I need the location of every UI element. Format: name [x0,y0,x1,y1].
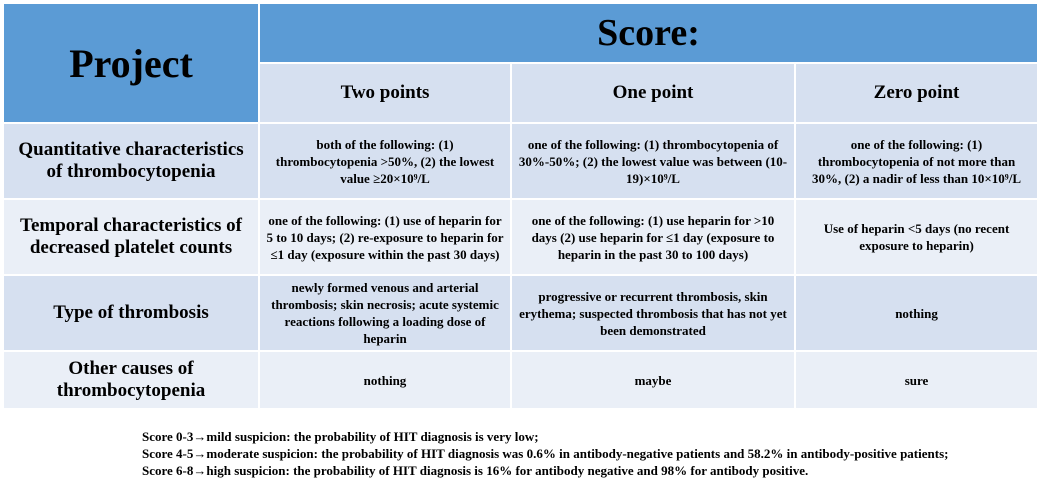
table-row [3,275,1038,351]
one-point-cell: maybe [511,351,795,409]
score-header: Score: [259,3,1038,63]
zero-point-cell: sure [795,351,1038,409]
table-row [3,199,1038,275]
zero-point-cell: one of the following: (1) thrombocytopenia of not more than 30%, (2) a nadir of less than 10×10⁹/L [795,123,1038,199]
two-points-cell: both of the following: (1) thrombocytopenia >50%, (2) the lowest value ≥20×10⁹/L [259,123,511,199]
two-points-cell: one of the following: (1) use of heparin for 5 to 10 days; (2) re-exposure to heparin for ≤1 day (exposure within the past 30 days) [259,199,511,275]
row-label: Temporal characteristics of decreased platelet counts [3,199,259,275]
row-label: Other causes of thrombocytopenia [3,351,259,409]
hit-score-table [2,2,1039,410]
note-high: Score 6-8→high suspicion: the probability of HIT diagnosis is 16% for antibody negative and 98% for antibody positive. [142,463,809,478]
note-mild: Score 0-3→mild suspicion: the probability of HIT diagnosis is very low; [142,429,539,444]
one-point-header: One point [511,63,795,123]
two-points-header: Two points [259,63,511,123]
note-moderate: Score 4-5→moderate suspicion: the probability of HIT diagnosis was 0.6% in antibody-negative patients and 58.2% in antibody-positive patients; [142,446,949,461]
zero-point-cell: nothing [795,275,1038,351]
row-label: Quantitative characteristics of thrombocytopenia [3,123,259,199]
one-point-cell: progressive or recurrent thrombosis, skin erythema; suspected thrombosis that has not yet been demonstrated [511,275,795,351]
zero-point-cell: Use of heparin <5 days (no recent exposure to heparin) [795,199,1038,275]
two-points-cell: newly formed venous and arterial thrombosis; skin necrosis; acute systemic reactions following a loading dose of heparin [259,275,511,351]
row-label: Type of thrombosis [3,275,259,351]
one-point-cell: one of the following: (1) thrombocytopenia of 30%-50%; (2) the lowest value was between (10-19)×10⁹/L [511,123,795,199]
table-row [3,351,1038,409]
one-point-cell: one of the following: (1) use heparin for >10 days (2) use heparin for ≤1 day (exposure to heparin in the past 30 to 100 days) [511,199,795,275]
table-row [3,123,1038,199]
two-points-cell: nothing [259,351,511,409]
zero-point-header: Zero point [795,63,1038,123]
project-header: Project [3,3,259,123]
score-notes [142,428,1002,479]
